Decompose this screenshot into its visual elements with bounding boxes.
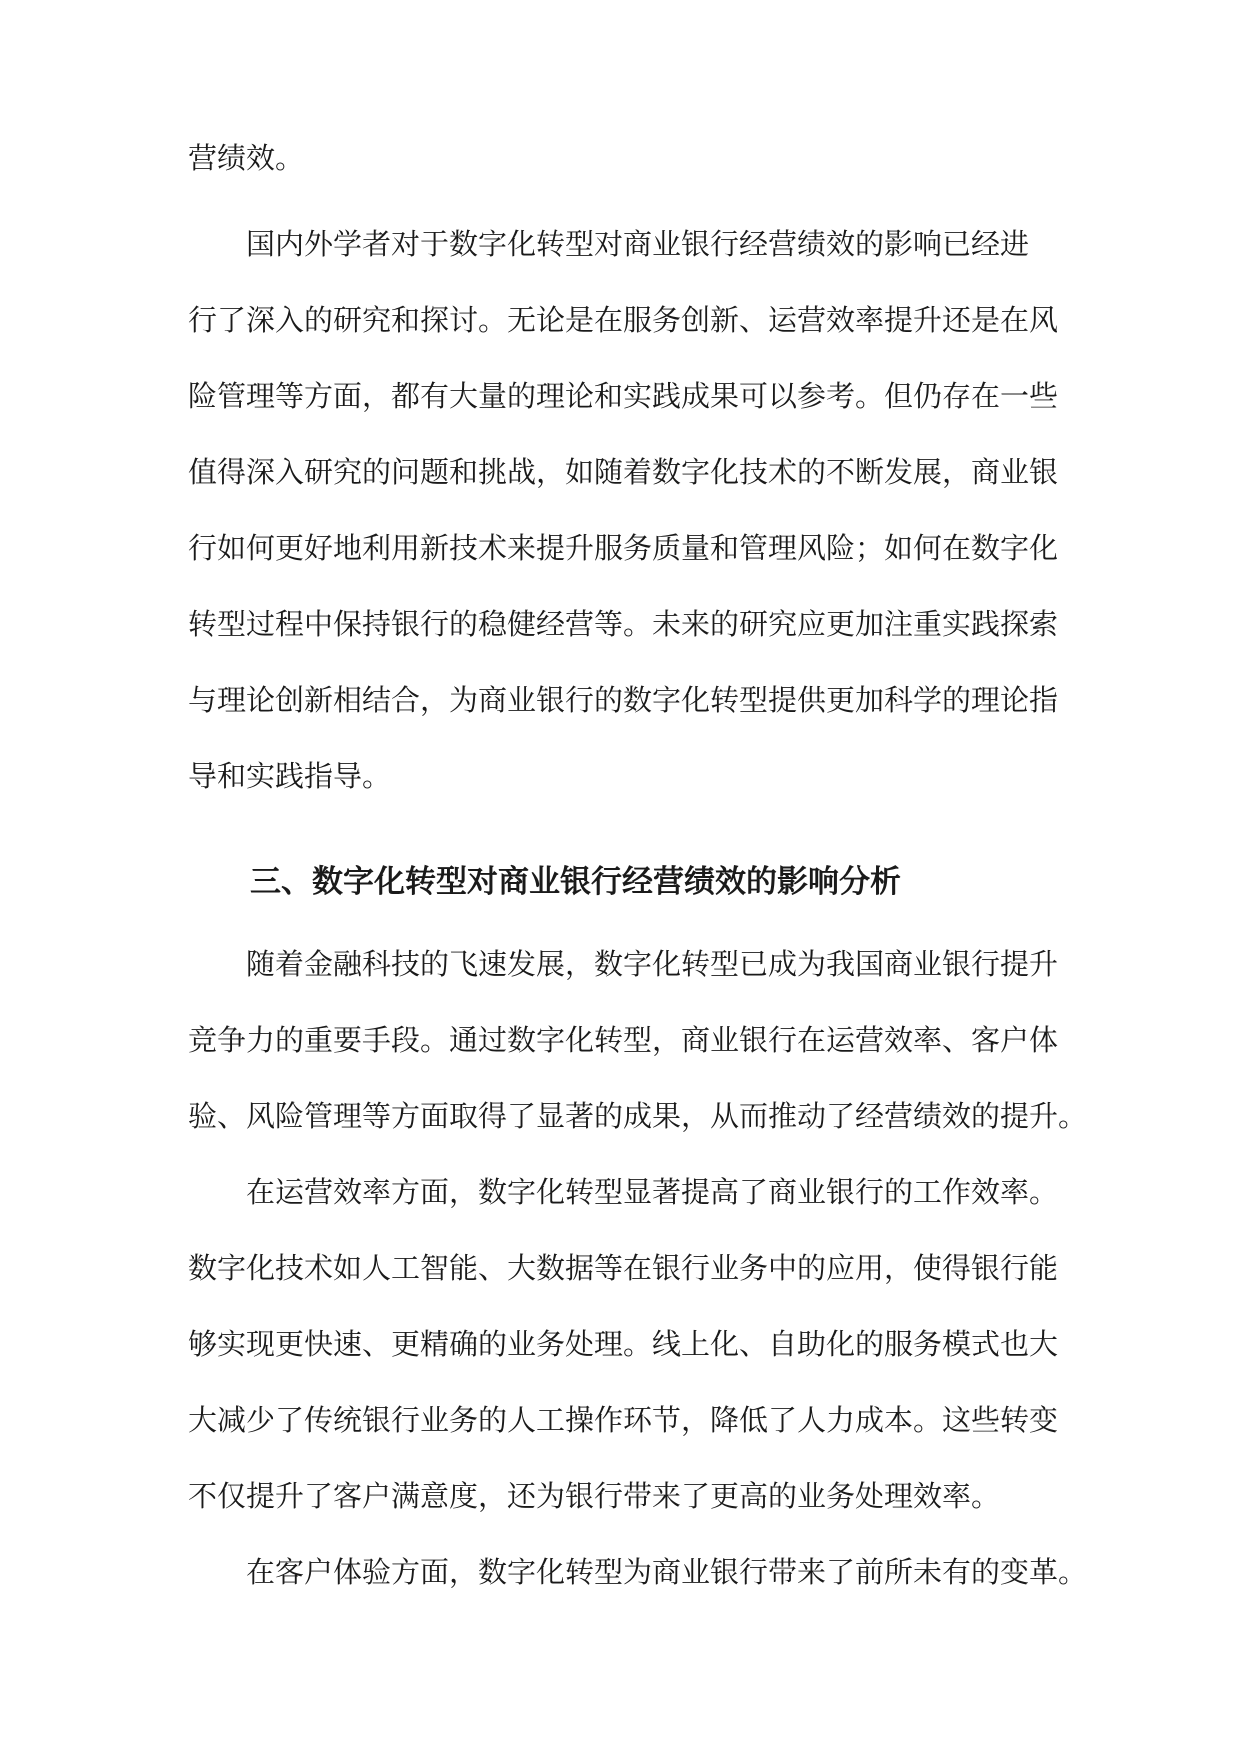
paragraph-line: 在客户体验方面，数字化转型为商业银行带来了前所未有的变革。 [246,1555,1088,1589]
paragraph-line: 营绩效。 [188,141,305,175]
paragraph-line: 行了深入的研究和探讨。无论是在服务创新、运营效率提升还是在风 [188,303,1059,337]
paragraph-line: 国内外学者对于数字化转型对商业银行经营绩效的影响已经进 [246,227,1030,261]
paragraph-line: 在运营效率方面，数字化转型显著提高了商业银行的工作效率。 [246,1175,1059,1209]
paragraph-line: 竞争力的重要手段。通过数字化转型，商业银行在运营效率、客户体 [188,1023,1059,1057]
paragraph-line: 随着金融科技的飞速发展，数字化转型已成为我国商业银行提升 [246,947,1059,981]
paragraph-line: 导和实践指导。 [188,759,392,793]
paragraph-line: 数字化技术如人工智能、大数据等在银行业务中的应用，使得银行能 [188,1251,1059,1285]
paragraph-line: 转型过程中保持银行的稳健经营等。未来的研究应更加注重实践探索 [188,607,1059,641]
paragraph-line: 行如何更好地利用新技术来提升服务质量和管理风险；如何在数字化 [188,531,1059,565]
paragraph-line: 险管理等方面，都有大量的理论和实践成果可以参考。但仍存在一些 [188,379,1059,413]
paragraph-line: 不仅提升了客户满意度，还为银行带来了更高的业务处理效率。 [188,1479,1001,1513]
section-heading: 三、数字化转型对商业银行经营绩效的影响分析 [250,864,901,900]
paragraph-line: 大减少了传统银行业务的人工操作环节，降低了人力成本。这些转变 [188,1403,1059,1437]
paragraph-line: 值得深入研究的问题和挑战，如随着数字化技术的不断发展，商业银 [188,455,1059,489]
paragraph-line: 够实现更快速、更精确的业务处理。线上化、自助化的服务模式也大 [188,1327,1059,1361]
paragraph-line: 验、风险管理等方面取得了显著的成果，从而推动了经营绩效的提升。 [188,1099,1088,1133]
paragraph-line: 与理论创新相结合，为商业银行的数字化转型提供更加科学的理论指 [188,683,1059,717]
